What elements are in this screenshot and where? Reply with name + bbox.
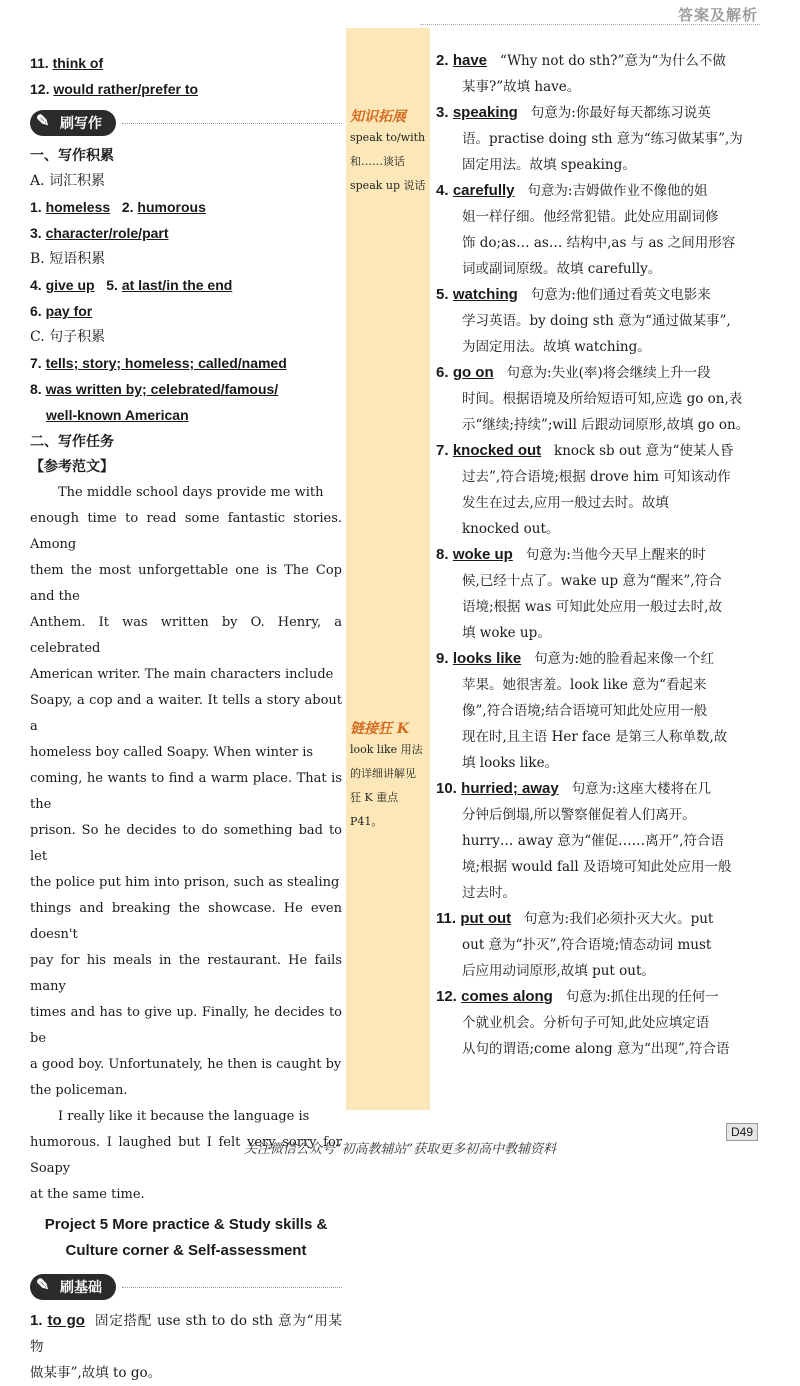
answer-item-cont: 做某事”,故填 to go。 — [30, 1365, 162, 1381]
answer-item-line: 12. comes along 句意为:抓住出现的任何一 — [436, 988, 719, 1005]
margin-note-line: speak to/with — [350, 131, 426, 144]
margin-note-line: 狂 K 重点 P41。 — [350, 791, 399, 828]
answer-item — [436, 984, 756, 1062]
answer-item-line: 饰 do;as… as… 结构中,as 与 as 之间用形容 — [462, 235, 736, 251]
answer-line: 6. pay for — [30, 303, 93, 319]
answer-item — [436, 906, 756, 984]
section-rule — [122, 123, 342, 124]
answer-item — [436, 776, 756, 906]
margin-note-line: speak up 说话 — [350, 179, 426, 192]
answer-item-line: 境;根据 would fall 及语境可知此处应用一般 — [462, 859, 732, 875]
answer-item-line: 3. speaking 句意为:你最好每天都练习说英 — [436, 104, 711, 121]
answer-item-line: 像”,符合语境;结合语境可知此处应用一般 — [462, 703, 708, 719]
answer-item — [436, 100, 756, 178]
answer-item-line: 学习英语。by doing sth 意为“通过做某事”, — [462, 313, 731, 329]
answer-line: 3. character/role/part — [30, 225, 169, 241]
margin-note-line: 和……谈话 — [350, 155, 405, 168]
margin-note-heading: 链接狂 K — [350, 721, 410, 737]
answer-item-line: 后应用动词原形,故填 put out。 — [462, 963, 655, 979]
essay-line: enough time to read some fantastic stories. Among — [30, 511, 342, 552]
heading-task: 二、写作任务 — [30, 433, 114, 449]
answer-item-line: 5. watching 句意为:他们通过看英文电影来 — [436, 286, 711, 303]
answer-item-line: 7. knocked out knock sb out 意为“使某人昏 — [436, 442, 734, 459]
answer-item-line: 4. carefully 句意为:吉姆做作业不像他的姐 — [436, 182, 708, 199]
answer-line: 8. was written by; celebrated/famous/ — [30, 381, 279, 397]
left-column — [30, 50, 342, 1386]
answer-line: 7. tells; story; homeless; called/named — [30, 355, 287, 371]
answer-item-line: 某事?”故填 have。 — [462, 79, 581, 95]
margin-note-line: 的详细讲解见 — [350, 767, 416, 780]
margin-note-link — [350, 718, 430, 834]
essay-line: a good boy. Unfortunately, he then is caught by — [30, 1057, 342, 1072]
project-title: Project 5 More practice & Study skills & Culture corner & Self-assessment — [44, 1216, 328, 1259]
header-rule — [420, 24, 760, 25]
essay-line: them the most unforgettable one is The Cop and the — [30, 563, 342, 604]
badge-writing: ✎ 刷写作 — [30, 110, 116, 136]
reference-label: 【参考范文】 — [30, 459, 114, 475]
answer-text: looks like — [452, 650, 522, 667]
answer-item-line: 示“继续;持续”;will 后跟动词原形,故填 go on。 — [462, 417, 750, 433]
answer-text: knocked out — [452, 442, 542, 459]
margin-note-knowledge — [350, 106, 430, 198]
margin-note-line: look like 用法 — [350, 743, 423, 756]
answer-text: woke up — [452, 546, 513, 563]
essay-line: things and breaking the showcase. He even doesn't — [30, 901, 342, 942]
answer-item — [436, 282, 756, 360]
answer-text: carefully — [452, 182, 515, 199]
answer-item-line: 11. put out 句意为:我们必须扑灭大火。put — [436, 910, 714, 927]
answer-item-line: 10. hurried; away 句意为:这座大楼将在几 — [436, 780, 712, 797]
answer-item-line: knocked out。 — [462, 521, 560, 537]
answer-text: would rather/prefer to — [53, 81, 199, 97]
answer-text: have — [452, 52, 488, 69]
essay — [30, 480, 342, 1208]
essay-line: I really like it because the language is — [58, 1109, 310, 1124]
answer-item — [436, 178, 756, 282]
essay-line: pay for his meals in the restaurant. He fails many — [30, 953, 342, 994]
answer-text: watching — [452, 286, 518, 303]
answer-item-line: 从句的谓语;come along 意为“出现”,符合语 — [462, 1041, 730, 1057]
answer-text: put out — [460, 910, 512, 927]
essay-line: the police put him into prison, such as stealing — [30, 875, 340, 890]
answer-item-line: 填 looks like。 — [462, 755, 559, 771]
answer-item-line: 固定用法。故填 speaking。 — [462, 157, 636, 173]
answer-item-line: 过去时。 — [462, 885, 516, 901]
answer-item-line: out 意为“扑灭”,符合语境;情态动词 must — [462, 937, 712, 953]
sub-heading: B. 短语积累 — [30, 251, 106, 267]
sub-heading: C. 句子积累 — [30, 329, 106, 345]
right-column — [436, 48, 756, 1062]
badge-basic: ✎ 刷基础 — [30, 1274, 116, 1300]
answer-item-line: 词或副词原级。故填 carefully。 — [462, 261, 662, 277]
answer-line: well-known American — [46, 407, 189, 423]
answer-text: speaking — [452, 104, 518, 121]
margin-note-heading: 知识拓展 — [350, 109, 406, 125]
essay-line: times and has to give up. Finally, he decides to be — [30, 1005, 342, 1046]
answer-item-line: 填 woke up。 — [462, 625, 551, 641]
answer-item-line: 分钟后倒塌,所以警察催促着人们离开。 — [462, 807, 696, 823]
answer-text: think of — [52, 55, 104, 71]
answer-text: go on — [452, 364, 494, 381]
answer-item-line: 现在时,且主语 Her face 是第三人称单数,故 — [462, 729, 728, 745]
essay-line: the policeman. — [30, 1083, 128, 1098]
page-number: D49 — [726, 1123, 758, 1141]
answer-item-line: 语。practise doing sth 意为“练习做某事”,为 — [462, 131, 743, 147]
answer-item-line: 发生在过去,应用一般过去时。故填 — [462, 495, 669, 511]
essay-line: prison. So he decides to do something bad to let — [30, 823, 342, 864]
essay-line: The middle school days provide me with — [58, 485, 324, 500]
answer-item-line: 8. woke up 句意为:当他今天早上醒来的时 — [436, 546, 706, 563]
section-header-basic — [30, 1274, 342, 1300]
essay-line: homeless boy called Soapy. When winter is — [30, 745, 314, 760]
answer-item-line: 语境;根据 was 可知此处应用一般过去时,故 — [462, 599, 722, 615]
answer-item-line: 个就业机会。分析句子可知,此处应填定语 — [462, 1015, 710, 1031]
answer-item — [436, 438, 756, 542]
answer-item — [436, 48, 756, 100]
answer-line: 11. think of — [30, 55, 104, 71]
section-label: 答案及解析 — [677, 7, 758, 24]
section-rule — [122, 1287, 342, 1288]
answer-item-line: 9. looks like 句意为:她的脸看起来像一个红 — [436, 650, 715, 667]
answer-text: hurried; away — [461, 780, 559, 797]
answer-line: 1. homeless 2. humorous — [30, 199, 206, 215]
answer-item-line: 6. go on 句意为:失业(率)将会继续上升一段 — [436, 364, 711, 381]
answer-item-line: 苹果。她很害羞。look like 意为“看起来 — [462, 677, 707, 693]
answer-item-line: 候,已经十点了。wake up 意为“醒来”,符合 — [462, 573, 722, 589]
answer-item-line: 2. have “Why not do sth?”意为“为什么不做 — [436, 52, 726, 69]
answer-item-line: 时间。根据语境及所给短语可知,应选 go on,表 — [462, 391, 743, 407]
answer-item — [436, 542, 756, 646]
answer-item — [436, 646, 756, 776]
essay-line: American writer. The main characters include — [30, 667, 334, 682]
essay-line: humorous. I laughed but I felt very sorry for Soapy — [30, 1135, 342, 1176]
answer-item-line: 过去”,符合语境;根据 drove him 可知该动作 — [462, 469, 731, 485]
answer-item-line: 姐一样仔细。他经常犯错。此处应用副词修 — [462, 209, 719, 225]
answer-item — [436, 360, 756, 438]
answer-line: 4. give up 5. at last/in the end — [30, 277, 233, 293]
answer-line: 12. would rather/prefer to — [30, 81, 199, 97]
essay-line: Soapy, a cop and a waiter. It tells a story about a — [30, 693, 342, 734]
essay-line: Anthem. It was written by O. Henry, a celebrated — [30, 615, 342, 656]
heading-accumulate: 一、写作积累 — [30, 147, 114, 163]
answer-item-line: hurry… away 意为“催促……离开”,符合语 — [462, 833, 724, 849]
answer-item: 1. to go 固定搭配 use sth to do sth 意为“用某物 — [30, 1312, 342, 1355]
section-header-writing — [30, 110, 342, 136]
answer-item-line: 为固定用法。故填 watching。 — [462, 339, 651, 355]
sub-heading: A. 词汇积累 — [30, 173, 106, 189]
essay-line: coming, he wants to find a warm place. That is the — [30, 771, 342, 812]
essay-line: at the same time. — [30, 1187, 145, 1202]
answer-text: comes along — [461, 988, 553, 1005]
footer-note: 关注微信公众号“初高教辅站”获取更多初高中教辅资料 — [243, 1142, 557, 1157]
